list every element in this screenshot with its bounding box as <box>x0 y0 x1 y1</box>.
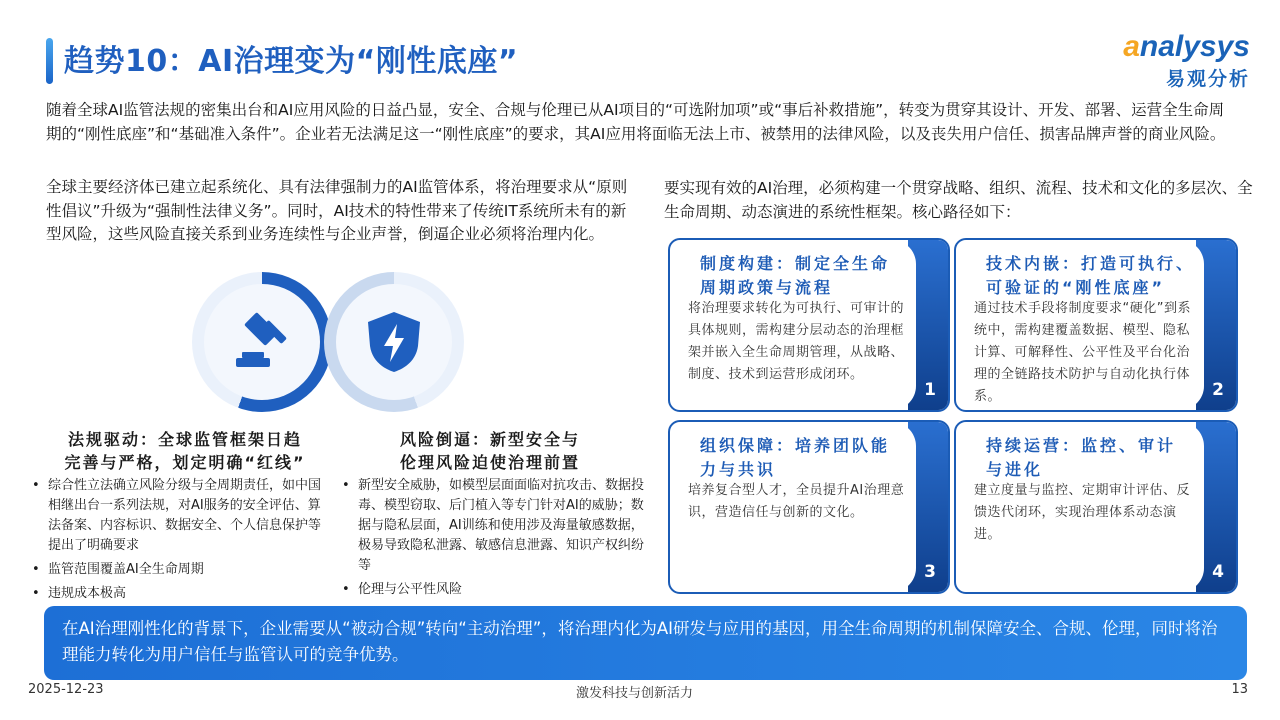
card-number: 3 <box>924 562 936 582</box>
shield-lightning-icon <box>364 310 424 374</box>
list-item: • 伦理与公平性风险 <box>340 580 645 600</box>
card-1 <box>668 238 950 412</box>
footer-date: 2025-12-23 <box>28 682 104 697</box>
card-title: 技术内嵌：打造可执行、可验证的“刚性底座” <box>986 254 1196 297</box>
list-item: • 违规成本极高 <box>30 584 330 604</box>
list-item: • 监管范围覆盖AI全生命周期 <box>30 560 330 580</box>
col1-heading: 法规驱动：全球监管框架日趋 完善与严格，划定明确“红线” <box>64 430 306 472</box>
list-item: • 新型安全威胁，如模型层面面临对抗攻击、数据投毒、模型窃取、后门植入等专门针对AI的威胁；数据与隐私层面，AI训练和使用涉及海量敏感数据，极易导致隐私泄露、敏感信息泄露、知识产权纠纷等 <box>340 476 645 576</box>
card-4 <box>954 420 1238 594</box>
card-number: 4 <box>1212 562 1224 582</box>
col2-bullet-list <box>340 476 645 604</box>
left-paragraph: 全球主要经济体已建立起系统化、具有法律强制力的AI监管体系，将治理要求从“原则性倡议”升级为“强制性法律义务”。同时，AI技术的特性带来了传统IT系统所未有的新型风险，这些风险直接关系到业务连续性与企业声誉，倒逼企业必须将治理内化。 <box>46 178 628 243</box>
page-number: 13 <box>1231 682 1248 697</box>
summary-banner: 在AI治理刚性化的背景下，企业需要从“被动合规”转向“主动治理”，将治理内化为AI研发与应用的基因，用全生命周期的机制保障安全、合规、伦理，同时将治理能力转化为用户信任与监管认可的竞争优势。 <box>44 606 1247 680</box>
title-accent-bar <box>46 38 53 84</box>
analysys-logo: analysys 易观分析 <box>1120 32 1250 91</box>
card-body: 通过技术手段将制度要求“硬化”到系统中，需构建覆盖数据、模型、隐私计算、可解释性、公平性及平台化治理的全链路技术防护与自动化执行体系。 <box>974 301 1191 404</box>
col1-bullet-list <box>30 476 330 608</box>
card-number: 2 <box>1212 380 1224 400</box>
page-title: 趋势10：AI治理变为“刚性底座” <box>64 44 519 79</box>
logo-subtitle: 易观分析 <box>1165 68 1250 90</box>
card-2 <box>954 238 1238 412</box>
intro-paragraph: 随着全球AI监管法规的密集出台和AI应用风险的日益凸显，安全、合规与伦理已从AI项目的“可选附加项”或“事后补救措施”，转变为贯穿其设计、开发、部署、运营全生命周期的“刚性底座”和“基础准入条件”。企业若无法满足这一“刚性底座”的要求，其AI应用将面临无法上市、被禁用的法律风险，以及丧失用户信任、损害品牌声誉的商业风险。 <box>46 101 1226 143</box>
card-title: 制度构建：制定全生命周期政策与流程 <box>700 254 891 297</box>
footer-slogan: 激发科技与创新活力 <box>576 686 694 701</box>
col2-heading: 风险倒逼：新型安全与 伦理风险迫使治理前置 <box>399 430 580 472</box>
gavel-icon <box>232 310 294 372</box>
card-body: 将治理要求转化为可执行、可审计的具体规则，需构建分层动态的治理框架并嵌入全生命周期管理，从战略、制度、技术到运营形成闭环。 <box>688 301 905 382</box>
card-number: 1 <box>924 380 936 400</box>
card-body: 建立度量与监控、定期审计评估、反馈迭代闭环，实现治理体系动态演进。 <box>974 483 1191 542</box>
card-title: 组织保障：培养团队能力与共识 <box>700 436 891 479</box>
list-item: • 综合性立法确立风险分级与全周期责任，如中国相继出台一系列法规，对AI服务的安全评估、算法备案、内容标识、数据安全、个人信息保护等提出了明确要求 <box>30 476 330 556</box>
card-body: 培养复合型人才，全员提升AI治理意识，营造信任与创新的文化。 <box>688 483 905 520</box>
card-3 <box>668 420 950 594</box>
card-title: 持续运营：监控、审计与进化 <box>986 436 1177 479</box>
right-paragraph: 要实现有效的AI治理，必须构建一个贯穿战略、组织、流程、技术和文化的多层次、全生命周期、动态演进的系统性框架。核心路径如下： <box>664 179 1253 221</box>
